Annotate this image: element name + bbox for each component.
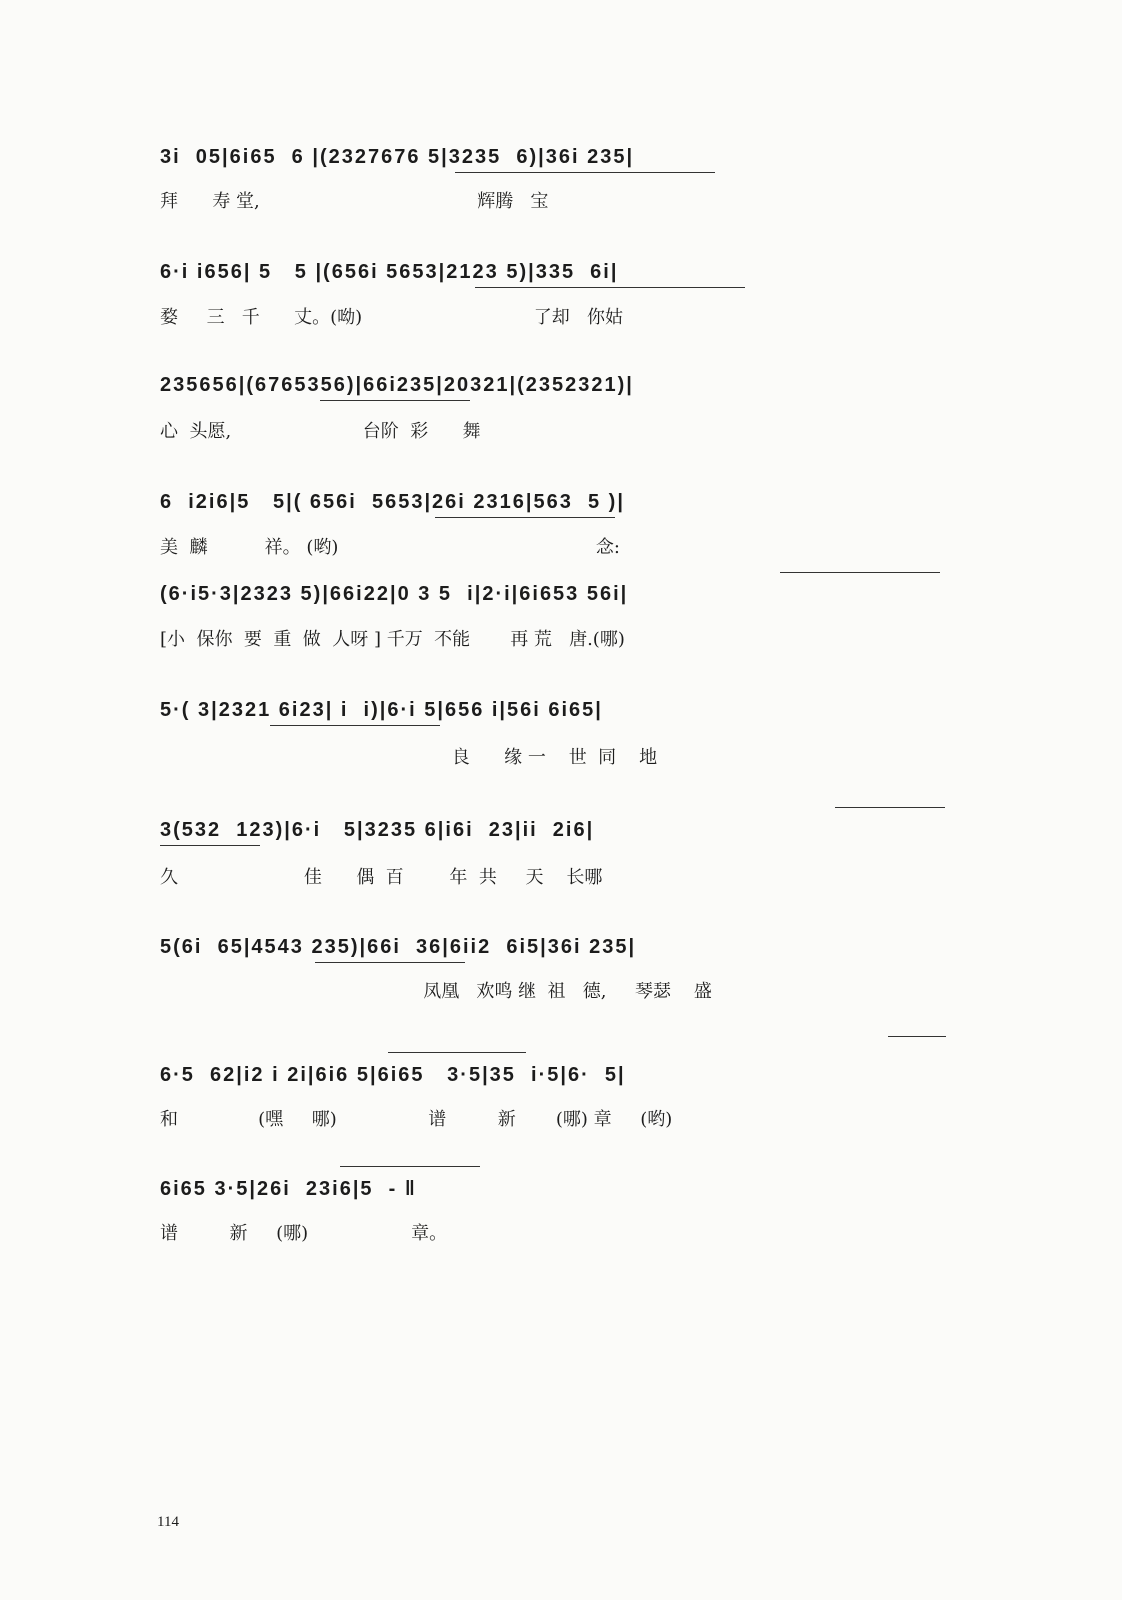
lyrics-line-6: 良 缘 一 世 同 地 [160,747,658,768]
slur-line [835,807,945,808]
slur-line [888,1036,946,1037]
slur-line [340,1166,480,1167]
lyrics-line-10: 谱 新 (哪) 章。 [160,1223,448,1244]
lyrics-line-3: 心 头愿, 台阶 彩 舞 [160,421,481,442]
beam-line [435,517,615,518]
notation-line-2: 6·i i656| 5 5 |(656i 5653|2123 5)|335 6i| [160,261,619,283]
notation-line-7: 3(532 123)|6·i 5|3235 6|i6i 23|ii 2i6| [160,819,595,841]
beam-line [475,287,745,288]
beam-line [455,172,715,173]
notation-line-1: 3i 05|6i65 6 |(2327676 5|3235 6)|36i 235| [160,146,635,168]
lyrics-line-1: 拜 寿 堂, 辉腾 宝 [160,191,549,212]
notation-line-4: 6 i2i6|5 5|( 656i 5653|26i 2316|563 5 )| [160,491,625,513]
beam-line [315,962,465,963]
lyrics-line-4: 美 麟 祥。 (哟) 念: [160,537,620,558]
lyrics-line-9: 和 (嘿 哪) 谱 新 (哪) 章 (哟) [160,1109,673,1130]
beam-line [160,845,260,846]
lyrics-line-2: 婺 三 千 丈。(呦) 了却 你姑 [160,307,623,328]
page-number: 114 [157,1514,179,1530]
notation-line-3: 235656|(6765356)|66i235|20321|(2352321)| [160,374,634,396]
lyrics-line-7: 久 佳 偶 百 年 共 天 长哪 [160,867,603,888]
notation-line-10: 6i65 3·5|26i 23i6|5 - ‖ [160,1178,417,1200]
slur-line [388,1052,526,1053]
notation-line-5: (6·i5·3|2323 5)|66i22|0 3 5 i|2·i|6i653 56i| [160,583,629,605]
lyrics-line-8: 凤凰 欢鸣 继 祖 德, 琴瑟 盛 [160,981,712,1002]
notation-line-6: 5·( 3|2321 6i23| i i)|6·i 5|656 i|56i 6i65| [160,699,603,721]
lyrics-line-5: [小 保你 要 重 做 人呀 ] 千万 不能 再 荒 唐.(哪) [160,629,625,650]
beam-line [270,725,440,726]
notation-line-8: 5(6i 65|4543 235)|66i 36|6ii2 6i5|36i 235| [160,936,637,958]
notation-line-9: 6·5 62|i2 i 2i|6i6 5|6i65 3·5|35 i·5|6· 5| [160,1064,626,1086]
slur-line [780,572,940,573]
beam-line [320,400,470,401]
